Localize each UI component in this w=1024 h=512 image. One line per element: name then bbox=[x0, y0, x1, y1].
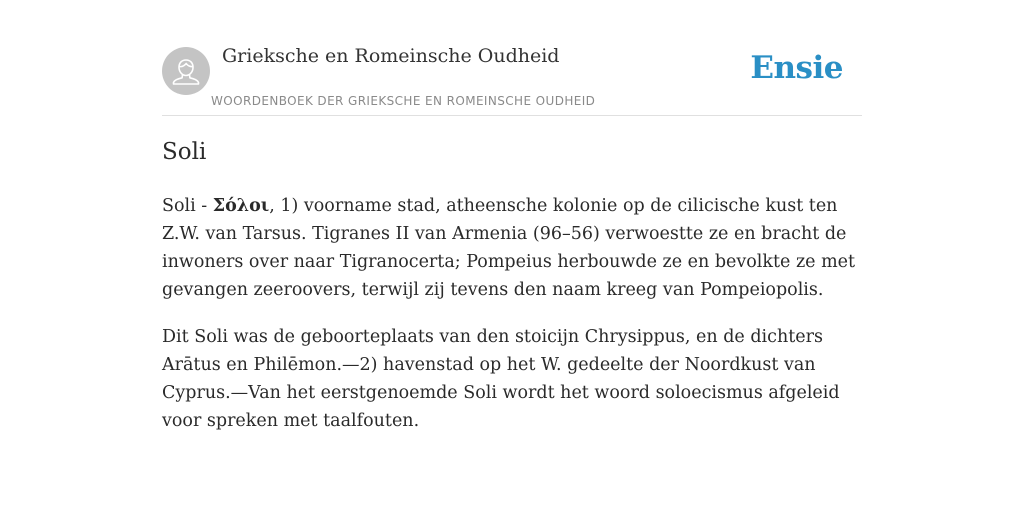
source-subtitle: WOORDENBOEK DER GRIEKSCHE EN ROMEINSCHE OUDHEID bbox=[211, 94, 596, 108]
article-paragraph bbox=[162, 192, 862, 304]
article-paragraph: Dit Soli was de geboorteplaats van den stoicijn Chrysippus, en de dichters Arātus en Philēmon.—2) havenstad op het W. gedeelte der Noordkust van Cyprus.—Van het eerstgenoemde Soli wordt het woord soloecismus afgeleid voor spreken met taalfouten. bbox=[162, 327, 840, 431]
brand-logo[interactable]: Ensie bbox=[750, 50, 843, 86]
entry-lead: Soli - bbox=[162, 196, 213, 216]
header-divider bbox=[162, 115, 862, 116]
avatar bbox=[162, 47, 210, 95]
user-silhouette-icon bbox=[162, 47, 210, 95]
source-title[interactable]: Grieksche en Romeinsche Oudheid bbox=[222, 45, 560, 67]
entry-headword: Soli bbox=[162, 139, 207, 165]
entry-text: , 1) voorname stad, atheensche kolonie op de cilicische kust ten Z.W. van Tarsus. Tigranes II van Armenia (96–56) verwoestte ze en bracht de inwoners over naar Tigranocerta; Pompeius herbouwde ze en bevolkte ze met gevangen zeeroovers, terwijl zij tevens den naam kreeg van Pompeiopolis. bbox=[162, 196, 856, 300]
greek-term: Σόλοι bbox=[212, 196, 270, 216]
entry-article bbox=[162, 192, 862, 454]
